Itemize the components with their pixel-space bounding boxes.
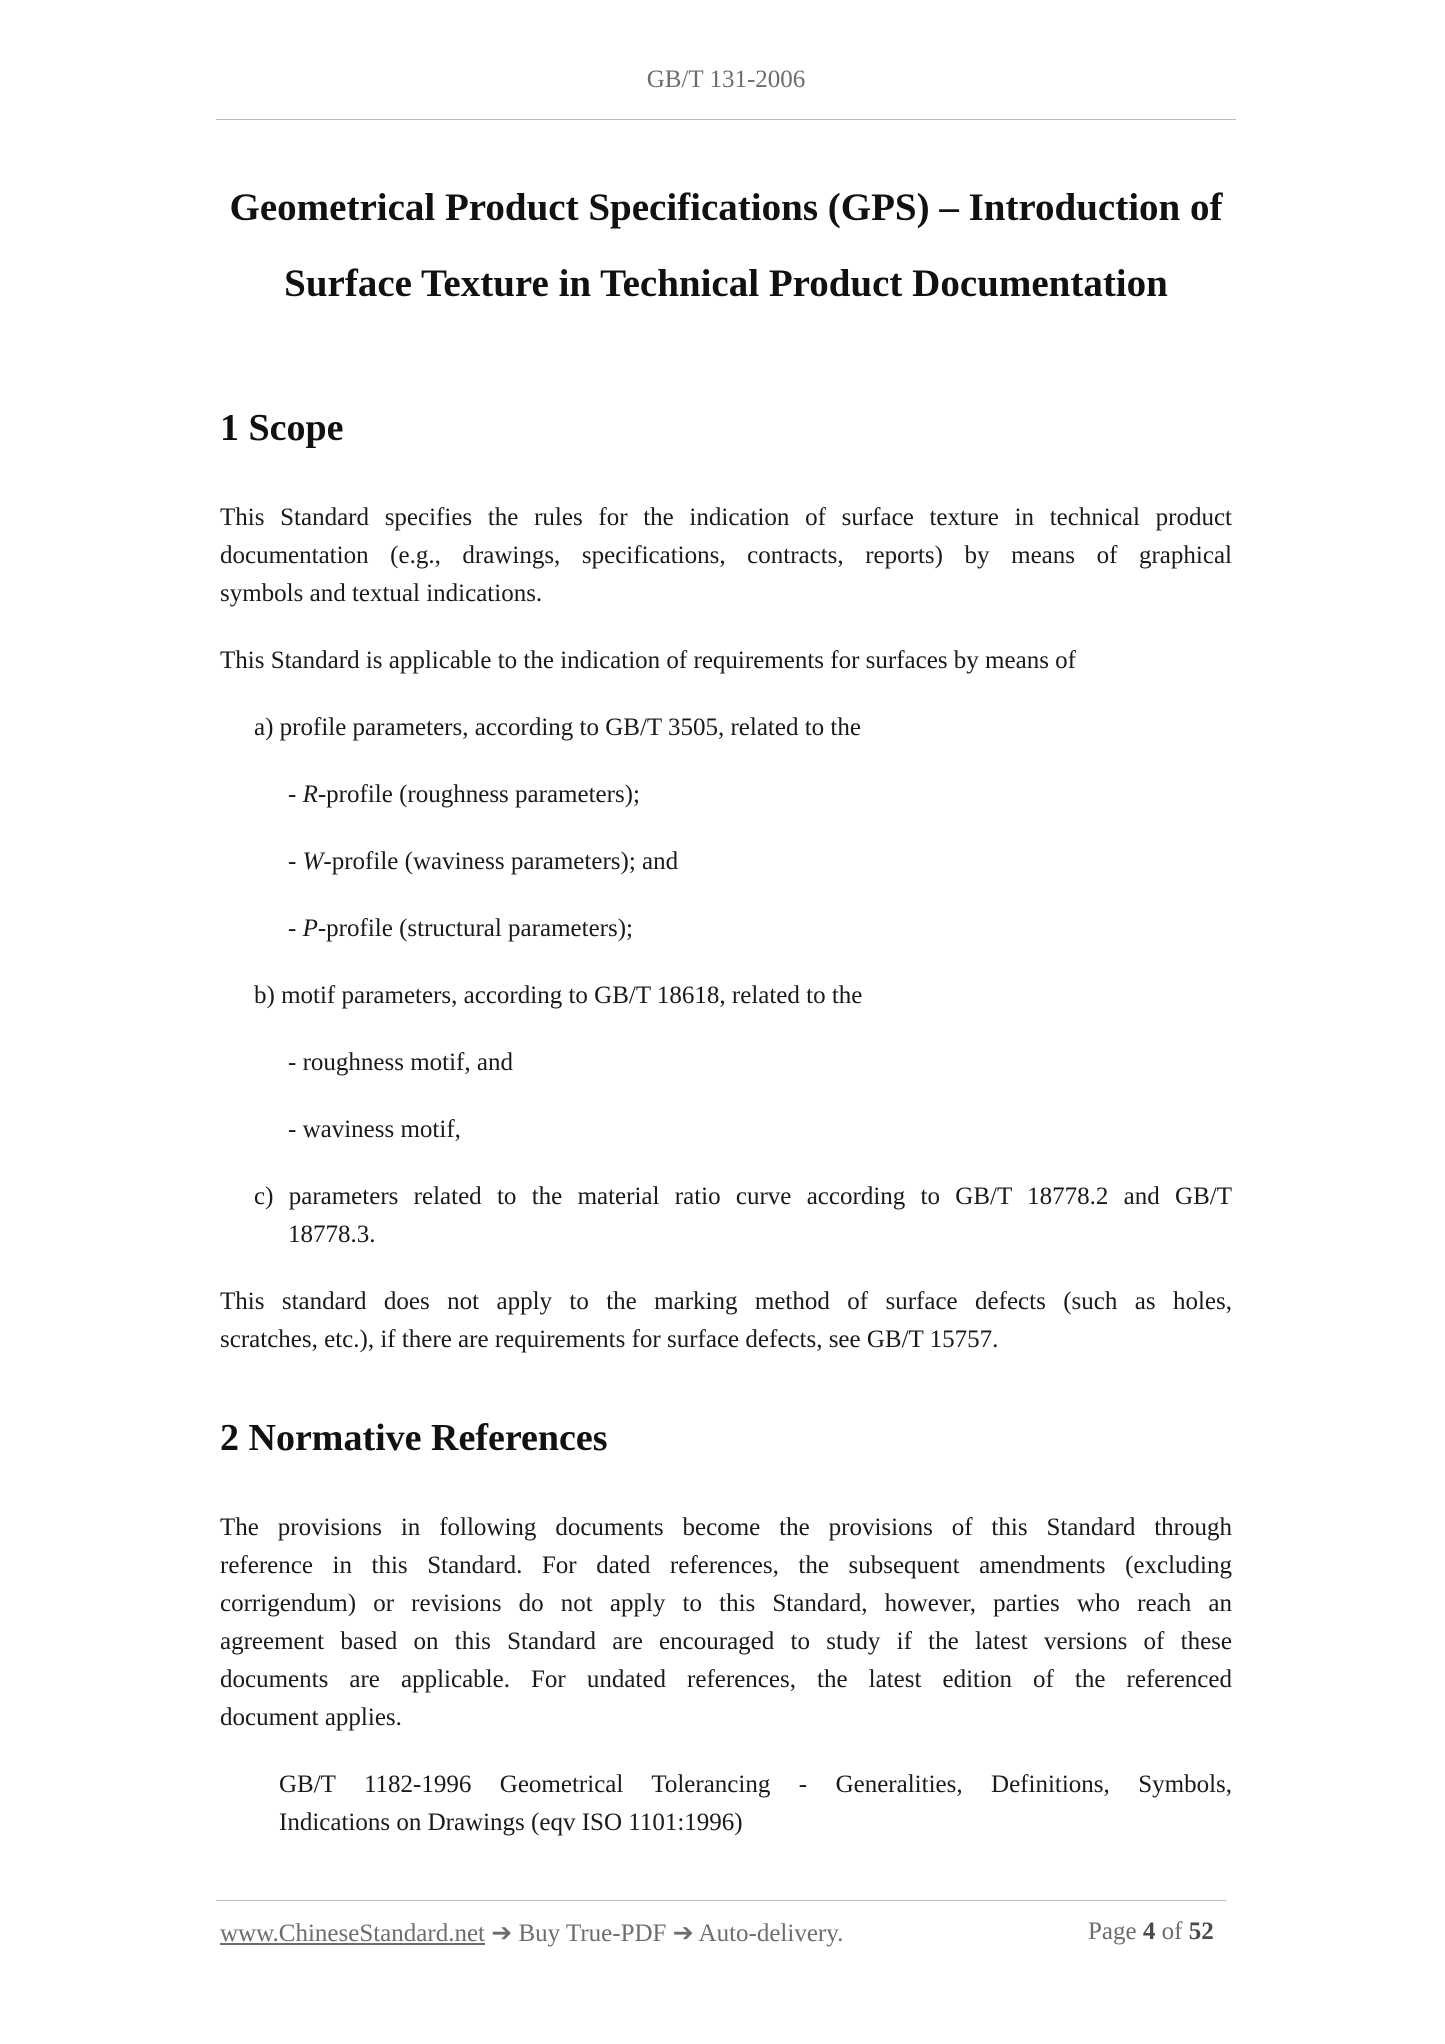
document-title — [216, 170, 1236, 322]
section-heading-normative-references: 2 Normative References — [220, 1417, 608, 1459]
section-heading-scope: 1 Scope — [220, 407, 344, 449]
sub-item-r-profile: - R-profile (roughness parameters); — [288, 781, 640, 808]
list-item-c-line1: c) parameters related to the material ratio curve according to GB/T 18778.2 and GB/T — [254, 1183, 1232, 1210]
reference-gbt1182-line1: GB/T 1182-1996 Geometrical Tolerancing - Generalities, Definitions, Symbols, — [279, 1771, 1232, 1798]
sub-item-w-profile: - W-profile (waviness parameters); and — [288, 848, 679, 875]
sub-item-p-profile: - P-profile (structural parameters); — [288, 915, 633, 942]
scope-para1-line3: symbols and textual indications. — [220, 580, 543, 607]
reference-gbt1182-line2: Indications on Drawings (eqv ISO 1101:1996) — [279, 1809, 743, 1836]
page-indicator: Page 4 of 52 — [1088, 1918, 1214, 1945]
references-para-line6: document applies. — [220, 1704, 402, 1731]
auto-delivery: Auto-delivery. — [698, 1920, 844, 1947]
references-para-line2: reference in this Standard. For dated references, the subsequent amendments (excluding — [220, 1552, 1232, 1579]
arrow-right-icon: ➔ — [672, 1920, 694, 1947]
scope-para1-line1: This Standard specifies the rules for the indication of surface texture in technical product — [220, 504, 1232, 531]
total-pages: 52 — [1188, 1918, 1214, 1945]
current-page-number: 4 — [1142, 1918, 1156, 1945]
references-para-line1: The provisions in following documents become the provisions of this Standard through — [220, 1514, 1232, 1541]
footer-divider — [216, 1900, 1226, 1901]
scope-para3-line1: This standard does not apply to the marking method of surface defects (such as holes, — [220, 1288, 1232, 1315]
list-item-b: b) motif parameters, according to GB/T 18618, related to the — [254, 982, 863, 1009]
scope-para3-line2: scratches, etc.), if there are requirements for surface defects, see GB/T 15757. — [220, 1326, 999, 1353]
references-para-line5: documents are applicable. For undated references, the latest edition of the referenced — [220, 1666, 1232, 1693]
site-link[interactable]: www.ChineseStandard.net — [220, 1920, 485, 1947]
references-para-line3: corrigendum) or revisions do not apply to this Standard, however, parties who reach an — [220, 1590, 1232, 1617]
running-header: GB/T 131-2006 — [646, 66, 806, 93]
sub-item-roughness-motif: - roughness motif, and — [288, 1049, 513, 1076]
title-line-1: Geometrical Product Specifications (GPS) – Introduction of — [229, 186, 1223, 229]
list-item-a: a) profile parameters, according to GB/T 3505, related to the — [254, 714, 861, 741]
title-line-2: Surface Texture in Technical Product Documentation — [284, 262, 1168, 305]
arrow-right-icon: ➔ — [491, 1920, 513, 1947]
scope-para1-line2: documentation (e.g., drawings, specifications, contracts, reports) by means of graphical — [220, 542, 1232, 569]
sub-item-waviness-motif: - waviness motif, — [288, 1116, 461, 1143]
list-item-c-line2: 18778.3. — [288, 1221, 376, 1248]
buy-true-pdf: Buy True-PDF — [518, 1920, 667, 1947]
footer-promo — [220, 1918, 843, 1948]
references-para-line4: agreement based on this Standard are encouraged to study if the latest versions of these — [220, 1628, 1232, 1655]
header-divider — [216, 119, 1236, 120]
scope-para2: This Standard is applicable to the indication of requirements for surfaces by means of — [220, 647, 1076, 674]
